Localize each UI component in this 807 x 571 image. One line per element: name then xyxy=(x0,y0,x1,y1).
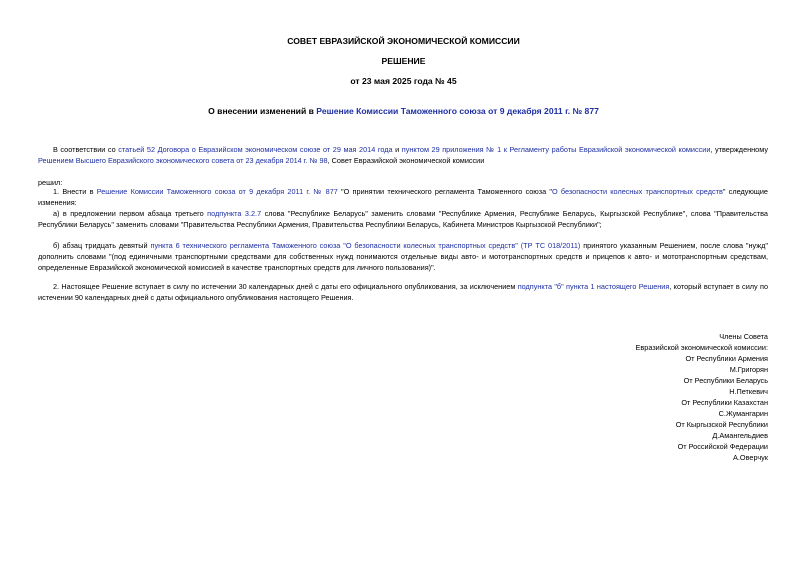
item1a-text-2: слова "Республике Беларусь" заменить словами "Республике Армения, Республике Беларусь, Кыргызской Республике", слова "Правительства Республики Беларусь" заменить словами "Правительства Республики Армения, Правительства Республики Беларусь, Кабинета Министров Кыргызской Республики"; xyxy=(38,209,768,229)
item-1a xyxy=(38,208,768,230)
item2-text-2: , который вступает в силу по истечении 90 календарных дней с даты официального опубликования настоящего Решения. xyxy=(38,282,769,302)
decision-heading: РЕШЕНИЕ xyxy=(381,56,426,66)
signatures-block xyxy=(508,331,768,463)
item1-regulation-link[interactable]: О безопасности колесных транспортных средств xyxy=(552,187,723,196)
document-title xyxy=(0,106,807,116)
item-1 xyxy=(38,186,768,208)
preamble-text-1: В соответствии со xyxy=(53,145,119,154)
signature-line: М.Григорян xyxy=(729,365,768,374)
signature-line: От Республики Армения xyxy=(685,354,768,363)
title-prefix: О внесении изменений в xyxy=(208,106,317,116)
signature-line: От Республики Беларусь xyxy=(683,376,768,385)
item1b-text-2: принятого указанным Решением, после слова "нужд" дополнить словами "(под единичными транспортными средствами для собственных нужд понимаются отдельные виды авто- и мототранспортных средств и прицепов к авто- и мототранспортным средствам, определенные Евразийской экономической комиссией в качестве транспортных средств для личного пользования)". xyxy=(38,241,768,272)
preamble-text-3: , утвержденному xyxy=(710,145,768,154)
item1a-text-1: а) в предложении первом абзаца третьего xyxy=(53,209,208,218)
signature-line: От Кыргызской Республики xyxy=(675,420,768,429)
date-number: от 23 мая 2025 года № 45 xyxy=(350,76,457,86)
tr-ts-018-link[interactable]: пункта 6 технического регламента Таможенного союза "О безопасности колесных транспортных средств" (ТР ТС 018/2011) xyxy=(150,241,581,250)
signature-line: Д.Амангельдиев xyxy=(712,431,768,440)
signature-line: Евразийской экономической комиссии: xyxy=(635,343,768,352)
council-heading: СОВЕТ ЕВРАЗИЙСКОЙ ЭКОНОМИЧЕСКОЙ КОМИССИИ xyxy=(287,36,520,46)
treaty-article-link[interactable]: статьей 52 Договора о Евразийском экономическом союзе от 29 мая 2014 года xyxy=(118,145,393,154)
signature-line: С.Жумангарин xyxy=(718,409,768,418)
signature-line: А.Оверчук xyxy=(733,453,768,462)
title-decision-link[interactable]: Решение Комиссии Таможенного союза от 9 декабря 2011 г. № 877 xyxy=(316,106,599,116)
preamble-paragraph xyxy=(38,144,768,166)
preamble-text-2: и xyxy=(392,145,402,154)
decided-label: решил: xyxy=(38,178,63,187)
regulation-point-link[interactable]: пунктом 29 приложения № 1 к Регламенту работы Евразийской экономической комиссии xyxy=(401,145,711,154)
signature-line: От Республики Казахстан xyxy=(681,398,768,407)
item1-text-2: "О принятии технического регламента Таможенного союза " xyxy=(337,187,552,196)
subpoint-327-link[interactable]: подпункта 3.2.7 xyxy=(207,209,262,218)
preamble-text-4: , Совет Евразийской экономической комиссии xyxy=(327,156,485,165)
item-1b xyxy=(38,240,768,273)
subpoint-b-link[interactable]: подпункта "б" пункта 1 настоящего Решения xyxy=(517,282,670,291)
item2-text-1: 2. Настоящее Решение вступает в силу по истечении 30 календарных дней с даты его официального опубликования, за исключением xyxy=(53,282,518,291)
signature-line: Члены Совета xyxy=(719,332,768,341)
item1-text-1: 1. Внести в xyxy=(53,187,97,196)
supreme-council-decision-link[interactable]: Решением Высшего Евразийского экономического совета от 23 декабря 2014 г. № 98 xyxy=(38,156,328,165)
item1-text-3: " следующие изменения: xyxy=(38,187,768,207)
signature-line: От Российской Федерации xyxy=(677,442,768,451)
signature-line: Н.Петкевич xyxy=(729,387,768,396)
item1b-text-1: б) абзац тридцать девятый xyxy=(53,241,151,250)
item1-decision-link[interactable]: Решение Комиссии Таможенного союза от 9 декабря 2011 г. № 877 xyxy=(96,187,338,196)
item-2 xyxy=(38,281,768,303)
